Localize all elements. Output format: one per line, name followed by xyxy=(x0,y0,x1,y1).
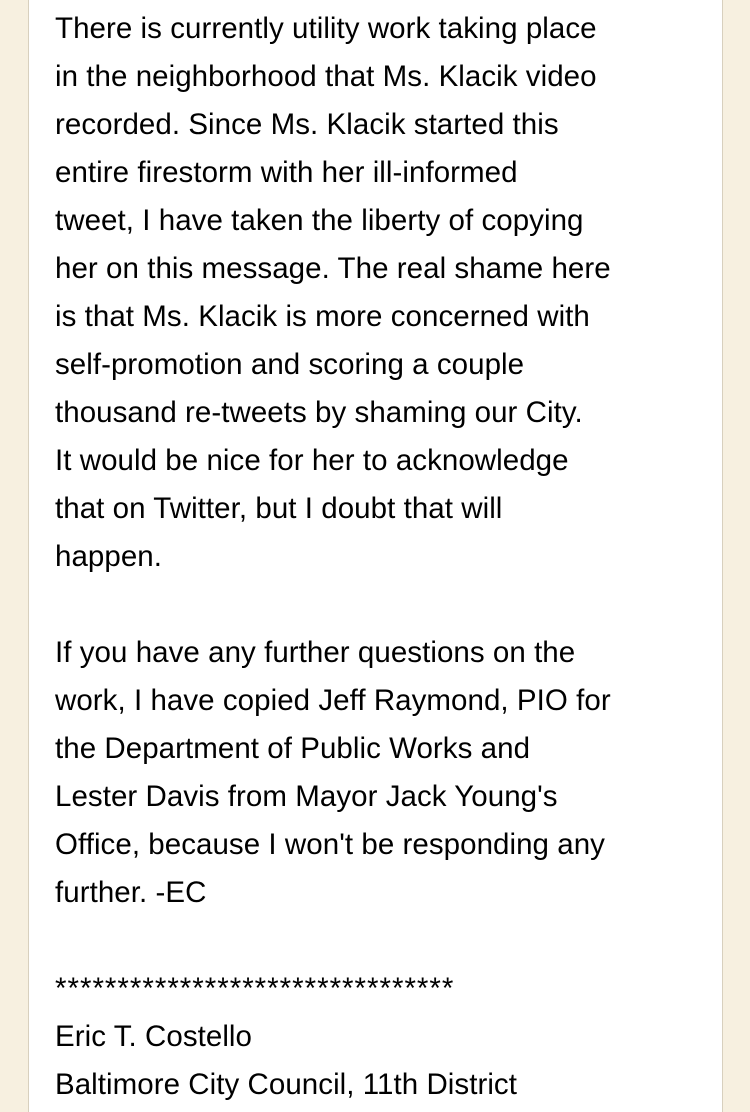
body-line: If you have any further questions on the xyxy=(55,636,576,669)
signature-name: Eric T. Costello xyxy=(55,1020,252,1053)
body-line: the Department of Public Works and xyxy=(55,732,531,765)
body-line: entire firestorm with her ill-informed xyxy=(55,156,518,189)
body-line: happen. xyxy=(55,540,162,573)
paragraph-2 xyxy=(55,629,722,917)
body-line: tweet, I have taken the liberty of copying xyxy=(55,204,584,237)
body-line: thousand re-tweets by shaming our City. xyxy=(55,396,583,429)
body-line: work, I have copied Jeff Raymond, PIO for xyxy=(55,684,611,717)
paragraph-gap xyxy=(55,581,722,629)
paragraph-gap xyxy=(55,917,722,965)
signature-title: Baltimore City Council, 11th District xyxy=(55,1068,517,1101)
message-body xyxy=(29,0,722,1112)
body-line: self-promotion and scoring a couple xyxy=(55,348,525,381)
body-line: Lester Davis from Mayor Jack Young's xyxy=(55,780,558,813)
body-line: in the neighborhood that Ms. Klacik video xyxy=(55,60,597,93)
paragraph-1 xyxy=(55,5,722,581)
body-line: her on this message. The real shame here xyxy=(55,252,611,285)
body-line: is that Ms. Klacik is more concerned with xyxy=(55,300,590,333)
signature-block xyxy=(55,1013,722,1109)
right-margin-strip xyxy=(722,0,750,1112)
body-line: Office, because I won't be responding any xyxy=(55,828,605,861)
body-line: It would be nice for her to acknowledge xyxy=(55,444,569,477)
signature-separator: ******************************** xyxy=(55,972,455,1005)
body-line: further. -EC xyxy=(55,876,207,909)
body-line: There is currently utility work taking place xyxy=(55,12,597,45)
left-margin-strip xyxy=(0,0,29,1112)
body-line: that on Twitter, but I doubt that will xyxy=(55,492,503,525)
body-line: recorded. Since Ms. Klacik started this xyxy=(55,108,559,141)
